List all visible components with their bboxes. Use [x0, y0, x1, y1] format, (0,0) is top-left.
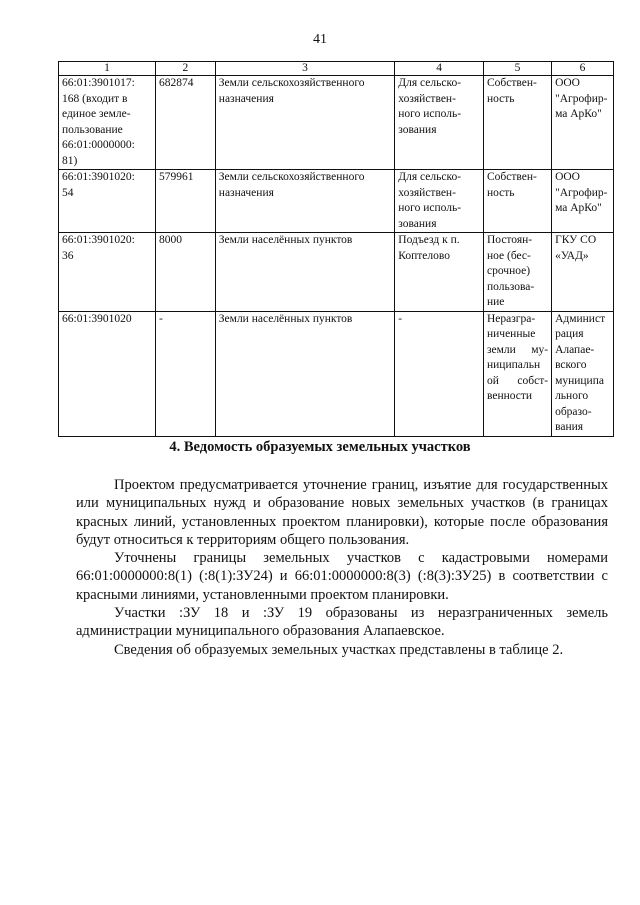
cell-line: 66:01:0000000: — [62, 139, 135, 151]
cell-line: Собствен- — [486, 171, 537, 183]
cell-line: «УАД» — [555, 249, 589, 262]
cell-line: венности — [486, 390, 533, 402]
cell-line: земли му- — [486, 343, 549, 356]
permitted-use-cell — [395, 76, 484, 170]
cell-line: ниченные — [486, 328, 536, 340]
cell-line: Земли населённых пунктов — [218, 234, 353, 246]
cell-line: муниципа — [555, 374, 604, 387]
cell-line: 579961 — [158, 171, 194, 183]
cell-line: 66:01:3901020: — [62, 171, 135, 183]
area-cell — [155, 170, 215, 233]
cell-line: ние — [486, 296, 505, 308]
cell-line: ного исполь- — [398, 202, 462, 214]
cell-line: 66:01:3901020: — [62, 234, 135, 246]
cell-line: - — [158, 312, 163, 325]
cell-line: ниципальн — [486, 359, 541, 371]
cell-line: льного — [555, 390, 589, 402]
land-plots-table — [58, 61, 614, 437]
area-cell — [155, 233, 215, 312]
cell-line: вского — [555, 359, 587, 371]
cell-line: назначения — [218, 186, 274, 199]
cell-line: ООО — [555, 77, 580, 89]
cell-line: ного исполь- — [398, 108, 462, 120]
paragraph: Участки :ЗУ 18 и :ЗУ 19 образованы из неразграниченных земель администрации муниципального образования Алапаевское. — [76, 605, 608, 640]
cadastral-number-cell — [59, 233, 156, 312]
table-row — [59, 311, 614, 436]
right-type-cell — [483, 233, 551, 312]
cell-line: ГКУ СО — [555, 234, 597, 246]
page-number: 41 — [313, 32, 327, 47]
permitted-use-cell — [395, 233, 484, 312]
cell-line: зования — [398, 217, 437, 230]
cell-line: - — [398, 312, 403, 325]
area-cell — [155, 311, 215, 436]
cell-line: вания — [555, 421, 584, 433]
cadastral-number-cell — [59, 170, 156, 233]
holder-cell — [552, 170, 614, 233]
land-category-cell — [215, 311, 394, 436]
cell-line: Для сельско- — [398, 77, 462, 89]
cell-line: Постоян- — [486, 234, 533, 246]
cell-line: образо- — [555, 405, 592, 418]
cell-line: Подъезд к п. — [398, 234, 460, 246]
cell-line: ма АрКо" — [555, 108, 602, 120]
body-text — [76, 476, 608, 659]
land-category-cell — [215, 170, 394, 233]
cell-line: "Агрофир- — [555, 92, 608, 105]
cell-line: 682874 — [158, 77, 194, 89]
area-cell — [155, 76, 215, 170]
right-type-cell — [483, 311, 551, 436]
cell-line: Земли сельскохозяйственного — [218, 171, 365, 183]
cell-line: ное (бес- — [486, 249, 531, 262]
land-category-cell — [215, 233, 394, 312]
cell-line: Коптелово — [398, 249, 451, 262]
cell-line: пользование — [62, 123, 123, 136]
column-header: 2 — [155, 62, 215, 76]
cell-line: ой собст- — [486, 374, 549, 387]
table-row — [59, 76, 614, 170]
cell-line: срочное) — [486, 265, 531, 277]
column-header: 1 — [59, 62, 156, 76]
cell-line: ность — [486, 186, 515, 199]
cell-line: Неразгра- — [486, 312, 536, 325]
column-header: 3 — [215, 62, 394, 76]
table-row — [59, 233, 614, 312]
cell-line: 66:01:3901020 — [62, 312, 132, 325]
cell-line: назначения — [218, 92, 274, 105]
holder-cell — [552, 311, 614, 436]
cell-line: "Агрофир- — [555, 186, 608, 199]
table-row — [59, 170, 614, 233]
cell-line: рация — [555, 328, 584, 340]
cell-line: Собствен- — [486, 77, 537, 89]
cell-line: ность — [486, 92, 515, 105]
cadastral-number-cell — [59, 76, 156, 170]
column-header: 4 — [395, 62, 484, 76]
cell-line: 81) — [62, 154, 78, 167]
cell-line: 168 (входит в — [62, 92, 128, 105]
cadastral-number-cell — [59, 311, 156, 436]
cell-line: Земли сельскохозяйственного — [218, 77, 365, 89]
land-category-cell — [215, 76, 394, 170]
cell-line: ма АрКо" — [555, 202, 602, 214]
table-header-row — [59, 62, 614, 76]
column-header: 6 — [552, 62, 614, 76]
permitted-use-cell — [395, 170, 484, 233]
paragraph: Уточнены границы земельных участков с кадастровыми номерами 66:01:0000000:8(1) (:8(1):ЗУ24) и 66:01:0000000:8(3) (:8(3):ЗУ25) в соответствии с красными линиями, установленными проектом планировки. — [76, 550, 608, 603]
holder-cell — [552, 233, 614, 312]
cell-line: 8000 — [158, 234, 182, 246]
cell-line: Земли населённых пунктов — [218, 312, 353, 325]
cell-line: 54 — [62, 186, 74, 199]
cell-line: ООО — [555, 171, 580, 183]
holder-cell — [552, 76, 614, 170]
cell-line: Для сельско- — [398, 171, 462, 183]
cell-line: Админист — [555, 312, 606, 325]
paragraph: Проектом предусматривается уточнение границ, изъятие для государственных или муниципальных нужд и образование новых земельных участков (в границах красных линий, установленных проектом планировки), которые после образования будут относиться к территориям общего пользования. — [76, 477, 608, 548]
cell-line: хозяйствен- — [398, 92, 456, 105]
cell-line: единое земле- — [62, 108, 131, 120]
cell-line: хозяйствен- — [398, 186, 456, 199]
paragraph: Сведения об образуемых земельных участках представлены в таблице 2. — [114, 641, 564, 658]
right-type-cell — [483, 76, 551, 170]
right-type-cell — [483, 170, 551, 233]
permitted-use-cell — [395, 311, 484, 436]
cell-line: 66:01:3901017: — [62, 77, 135, 89]
cell-line: пользова- — [486, 280, 535, 293]
cell-line: Алапае- — [555, 343, 595, 356]
cell-line: 36 — [62, 249, 74, 262]
cell-line: зования — [398, 123, 437, 136]
column-header: 5 — [483, 62, 551, 76]
section-title: 4. Ведомость образуемых земельных участков — [169, 439, 471, 455]
